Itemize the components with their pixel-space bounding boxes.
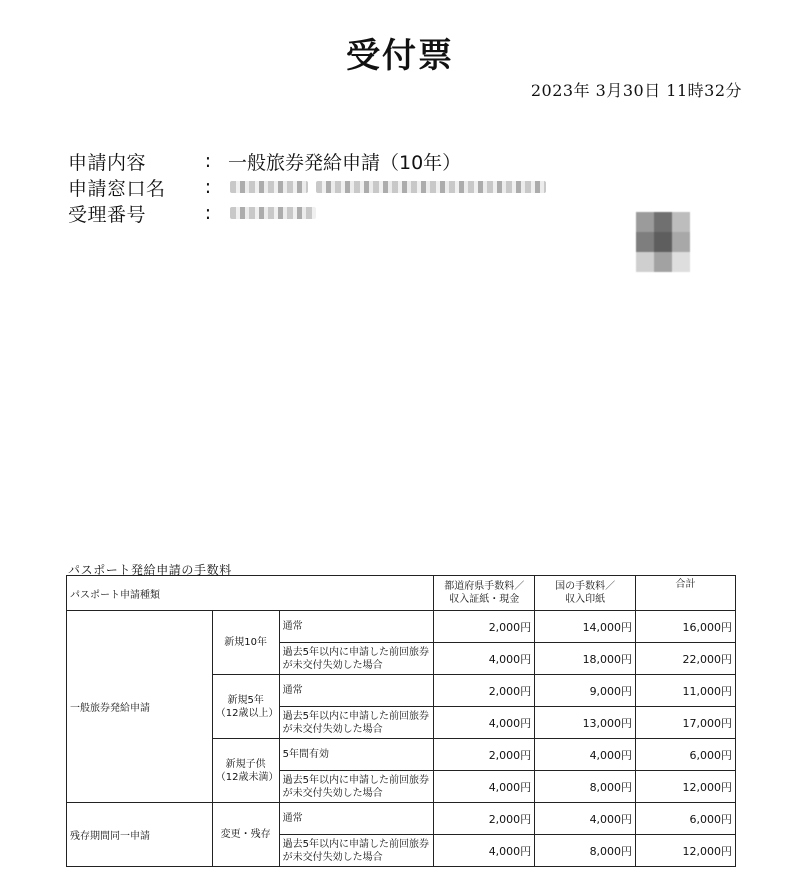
qr-code-redacted <box>636 212 690 272</box>
field-label: 申請内容 <box>68 151 147 174</box>
national-fee-cell: 8,000円 <box>535 771 636 803</box>
condition-cell: 過去5年以内に申請した前回旅券が未交付失効した場合 <box>279 771 434 803</box>
condition-cell: 通常 <box>279 803 434 835</box>
redaction-blur <box>230 181 308 193</box>
condition-cell: 過去5年以内に申請した前回旅券が未交付失効した場合 <box>279 835 434 867</box>
condition-cell: 過去5年以内に申請した前回旅券が未交付失効した場合 <box>279 643 434 675</box>
office-name-redacted <box>228 176 546 198</box>
total-fee-cell: 17,000円 <box>636 707 736 739</box>
national-fee-cell: 4,000円 <box>535 739 636 771</box>
fee-table <box>66 575 736 867</box>
national-fee-cell: 13,000円 <box>535 707 636 739</box>
prefecture-fee-cell: 2,000円 <box>434 739 535 771</box>
page-title: 受付票 <box>346 36 454 76</box>
prefecture-fee-cell: 4,000円 <box>434 643 535 675</box>
condition-cell: 通常 <box>279 611 434 643</box>
header-application-type: パスポート申請種類 <box>67 576 434 611</box>
prefecture-fee-cell: 2,000円 <box>434 611 535 643</box>
application-details <box>68 148 546 226</box>
receipt-number-redacted <box>228 202 316 224</box>
prefecture-fee-cell: 4,000円 <box>434 771 535 803</box>
header-total: 合計 <box>636 576 736 611</box>
subgroup-name: 新規5年 （12歳以上） <box>212 675 279 739</box>
header-national-fee: 国の手数料／ 収入印紙 <box>535 576 636 611</box>
fee-table-caption: パスポート発給申請の手数料 <box>68 563 232 577</box>
subgroup-name: 新規10年 <box>212 611 279 675</box>
application-content-value: 一般旅券発給申請（10年） <box>228 151 462 174</box>
condition-cell: 過去5年以内に申請した前回旅券が未交付失効した場合 <box>279 707 434 739</box>
national-fee-cell: 9,000円 <box>535 675 636 707</box>
national-fee-cell: 18,000円 <box>535 643 636 675</box>
field-label: 受理番号 <box>68 203 147 226</box>
total-fee-cell: 6,000円 <box>636 739 736 771</box>
prefecture-fee-cell: 4,000円 <box>434 707 535 739</box>
redaction-blur <box>316 181 546 193</box>
group-name: 一般旅券発給申請 <box>67 611 213 803</box>
total-fee-cell: 11,000円 <box>636 675 736 707</box>
subgroup-name: 新規子供 （12歳未満） <box>212 739 279 803</box>
total-fee-cell: 12,000円 <box>636 771 736 803</box>
table-row <box>67 803 736 835</box>
table-row <box>67 611 736 643</box>
field-colon: : <box>204 202 212 224</box>
condition-cell: 通常 <box>279 675 434 707</box>
total-fee-cell: 16,000円 <box>636 611 736 643</box>
prefecture-fee-cell: 4,000円 <box>434 835 535 867</box>
fee-table-header <box>67 576 736 611</box>
total-fee-cell: 12,000円 <box>636 835 736 867</box>
redaction-blur <box>230 207 316 219</box>
field-label: 申請窓口名 <box>68 177 166 200</box>
field-office-name <box>68 174 546 200</box>
reception-datetime: 2023年 3月30日 11時32分 <box>530 81 742 100</box>
total-fee-cell: 22,000円 <box>636 643 736 675</box>
national-fee-cell: 8,000円 <box>535 835 636 867</box>
national-fee-cell: 4,000円 <box>535 803 636 835</box>
group-name: 残存期間同一申請 <box>67 803 213 867</box>
field-colon: : <box>204 150 212 172</box>
field-receipt-number <box>68 200 546 226</box>
prefecture-fee-cell: 2,000円 <box>434 675 535 707</box>
field-colon: : <box>204 176 212 198</box>
subgroup-name: 変更・残存 <box>212 803 279 867</box>
total-fee-cell: 6,000円 <box>636 803 736 835</box>
condition-cell: 5年間有効 <box>279 739 434 771</box>
prefecture-fee-cell: 2,000円 <box>434 803 535 835</box>
national-fee-cell: 14,000円 <box>535 611 636 643</box>
header-prefecture-fee: 都道府県手数料／ 収入証紙・現金 <box>434 576 535 611</box>
field-application-content <box>68 148 546 174</box>
